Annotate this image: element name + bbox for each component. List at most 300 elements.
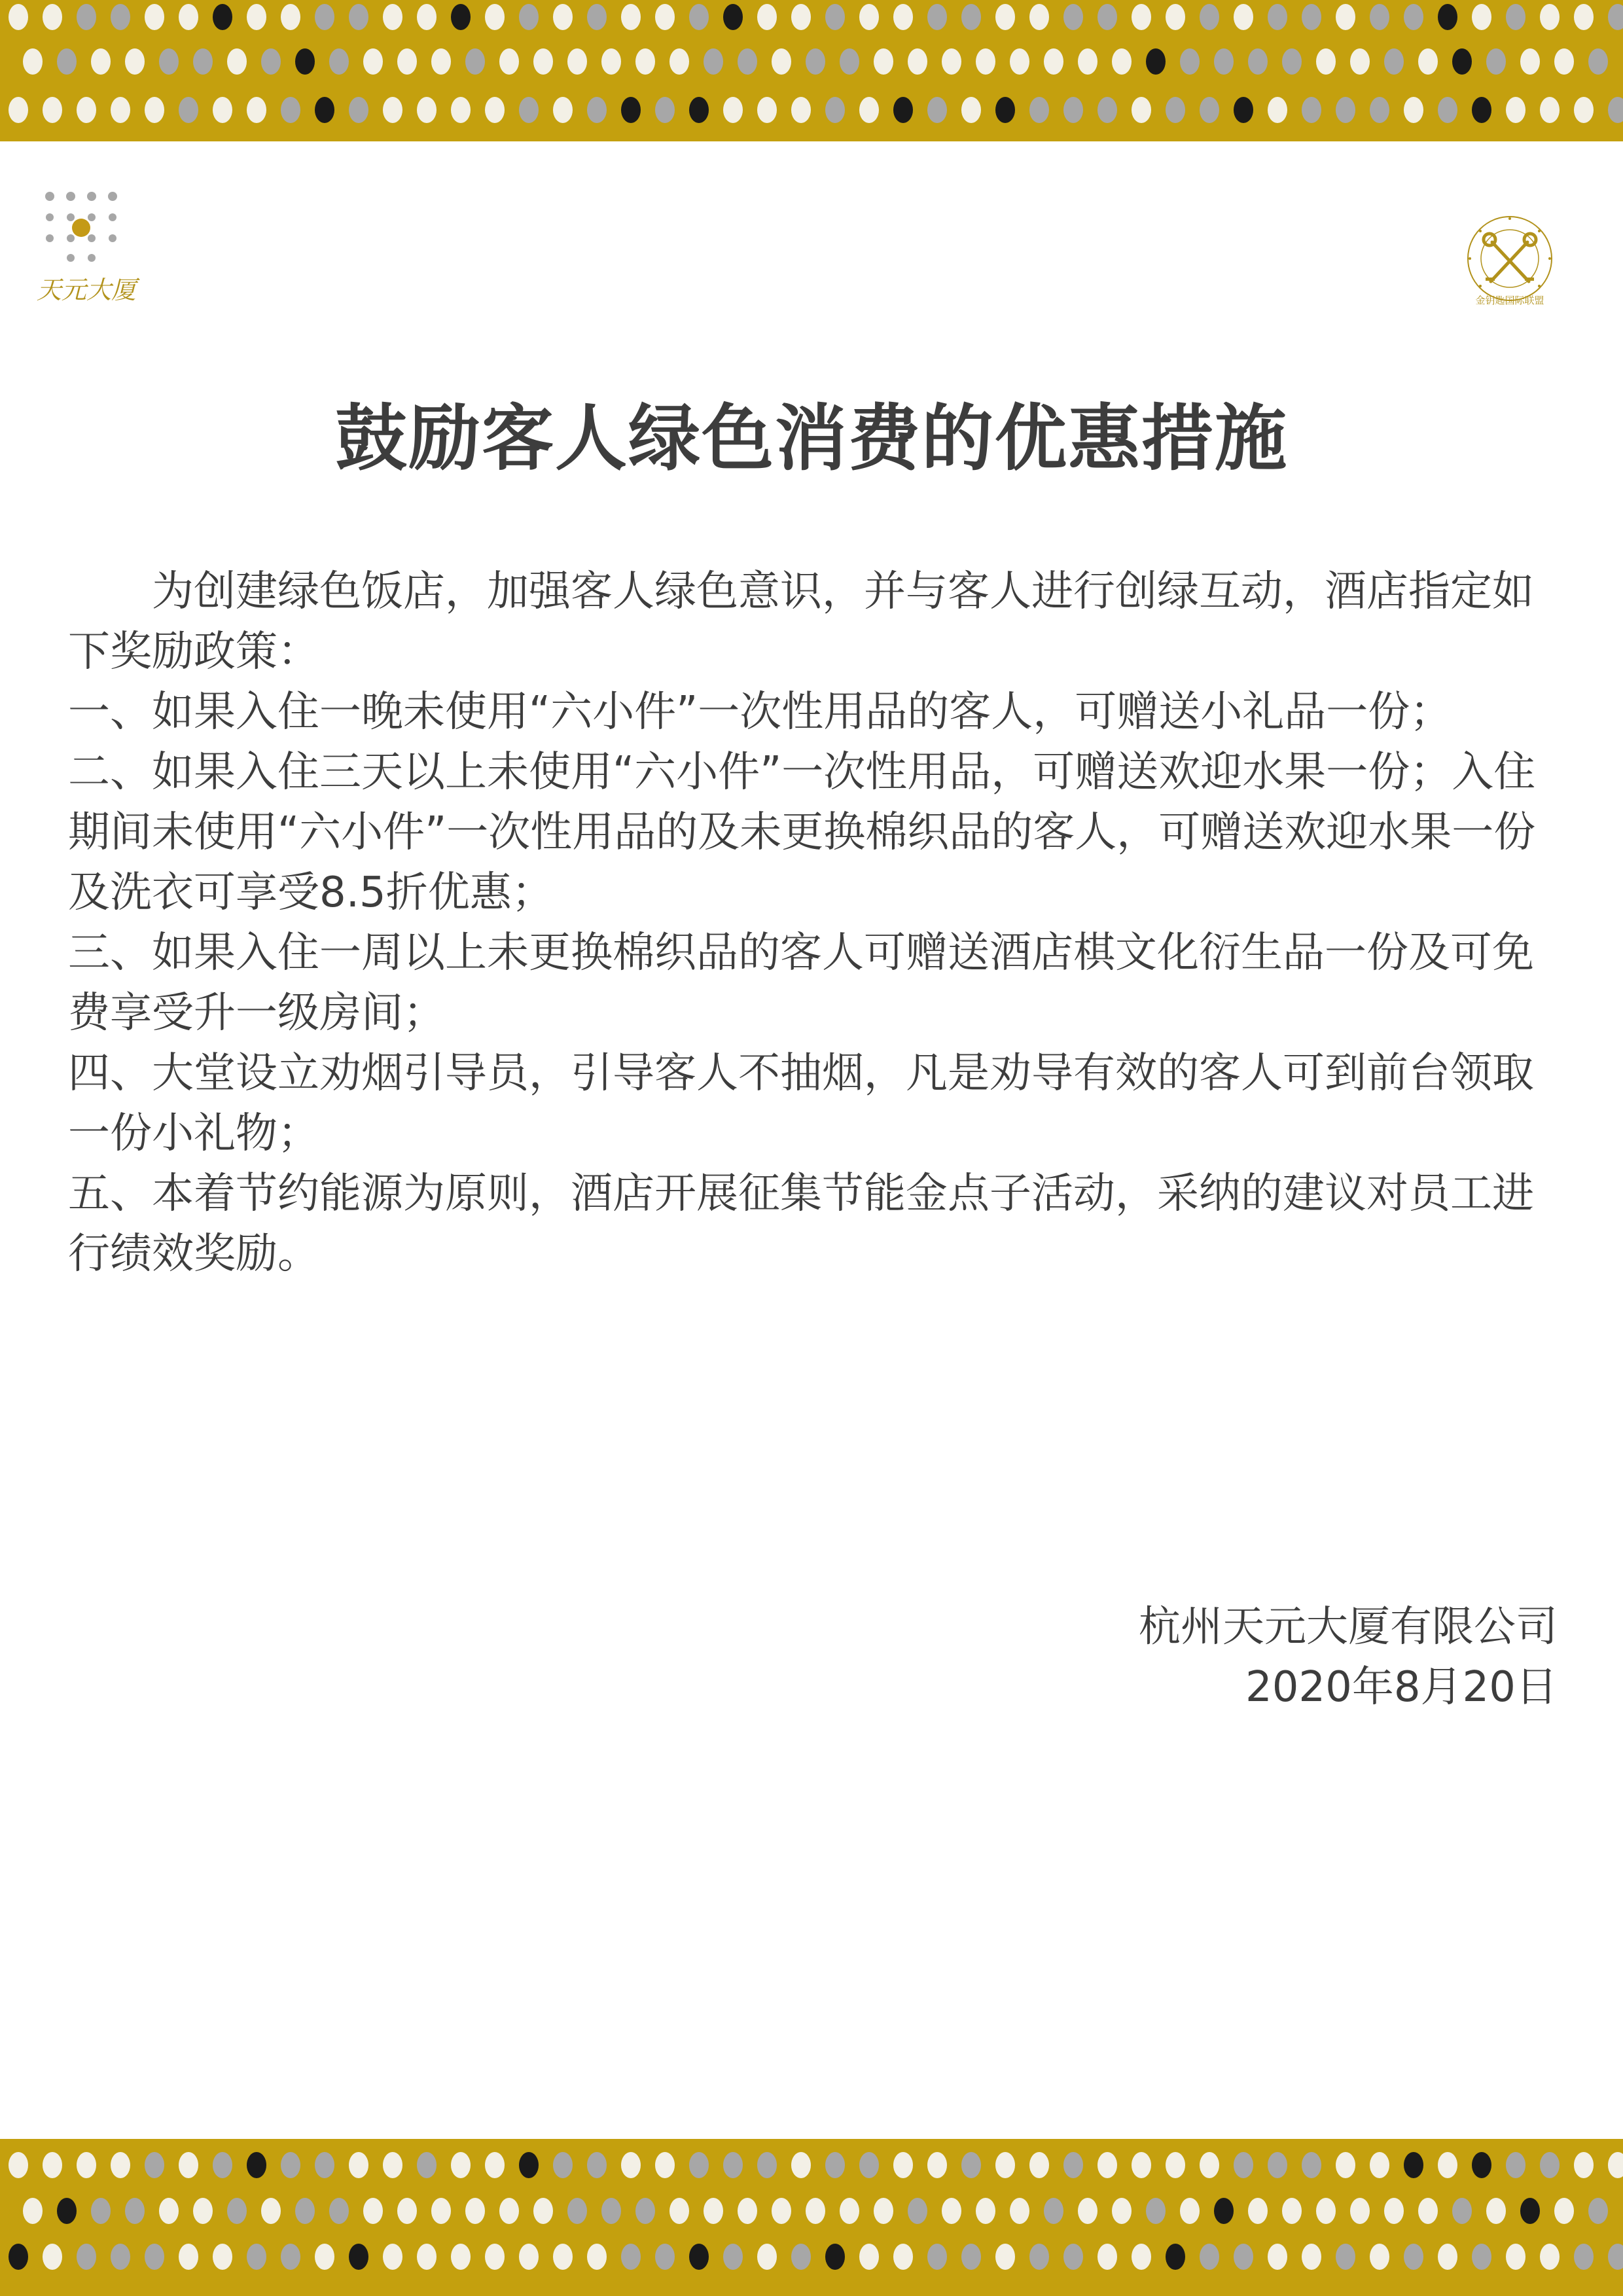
decorative-dot — [1350, 48, 1370, 75]
decorative-dot — [1486, 2198, 1506, 2224]
decorative-dot — [1268, 2152, 1287, 2178]
decorative-dot — [23, 2198, 43, 2224]
decorative-dot — [567, 2198, 587, 2224]
decorative-dot — [1166, 2152, 1185, 2178]
dot-grid-icon — [37, 185, 135, 270]
decorative-dot — [587, 4, 607, 30]
decorative-dot — [1063, 97, 1083, 123]
decorative-dot — [655, 97, 675, 123]
decorative-dot — [995, 2244, 1015, 2270]
decorative-dot — [1248, 48, 1268, 75]
decorative-dot — [1486, 48, 1506, 75]
decorative-dot — [315, 4, 334, 30]
decorative-dot — [1097, 97, 1117, 123]
decorative-dot — [1078, 2198, 1097, 2224]
decorative-dot — [1234, 4, 1253, 30]
decorative-dot — [1608, 2244, 1623, 2270]
decorative-dot — [1029, 4, 1049, 30]
decorative-dot — [111, 97, 130, 123]
decorative-dot — [417, 4, 437, 30]
decorative-dot — [859, 2244, 879, 2270]
decorative-dot — [125, 2198, 145, 2224]
decorative-dot — [1166, 4, 1185, 30]
decorative-dot — [1506, 97, 1525, 123]
decorative-dot — [567, 48, 587, 75]
decorative-dot — [261, 2198, 281, 2224]
decorative-dot — [1063, 4, 1083, 30]
top-dot-pattern — [0, 0, 1623, 141]
decorative-dot — [553, 2244, 573, 2270]
decorative-dot — [77, 4, 96, 30]
bottom-decorative-band — [0, 2139, 1623, 2296]
decorative-dot — [1472, 97, 1491, 123]
decorative-dot — [723, 97, 743, 123]
decorative-dot — [908, 48, 927, 75]
decorative-dot — [1234, 2152, 1253, 2178]
tianyuan-logo — [37, 185, 135, 309]
decorative-dot — [451, 2244, 471, 2270]
decorative-dot — [431, 2198, 451, 2224]
decorative-dot — [1044, 48, 1063, 75]
decorative-dot — [1370, 2152, 1389, 2178]
decorative-dot — [159, 2198, 179, 2224]
decorative-dot — [772, 2198, 791, 2224]
decorative-dot — [825, 2152, 845, 2178]
decorative-dot — [1438, 2152, 1457, 2178]
decorative-dot — [281, 4, 300, 30]
decorative-dot — [757, 2244, 777, 2270]
decorative-dot — [1336, 2244, 1355, 2270]
decorative-dot — [281, 2244, 300, 2270]
decorative-dot — [1146, 48, 1166, 75]
decorative-dot — [874, 48, 893, 75]
company-name: 杭州天元大厦有限公司 — [1139, 1603, 1558, 1651]
decorative-dot — [315, 2244, 334, 2270]
decorative-dot — [1302, 4, 1321, 30]
decorative-dot — [519, 97, 539, 123]
decorative-dot — [193, 48, 213, 75]
decorative-dot — [1438, 2244, 1457, 2270]
decorative-dot — [111, 4, 130, 30]
decorative-dot — [1010, 48, 1029, 75]
decorative-dot — [397, 2198, 417, 2224]
decorative-dot — [1472, 2244, 1491, 2270]
decorative-dot — [499, 48, 519, 75]
decorative-dot — [655, 4, 675, 30]
decorative-dot — [349, 97, 368, 123]
decorative-dot — [738, 2198, 757, 2224]
decorative-dot — [1540, 97, 1560, 123]
decorative-dot — [1384, 48, 1404, 75]
decorative-dot — [213, 97, 232, 123]
decorative-dot — [145, 97, 164, 123]
decorative-dot — [1180, 48, 1200, 75]
decorative-dot — [329, 48, 349, 75]
decorative-dot — [1044, 2198, 1063, 2224]
decorative-dot — [859, 4, 879, 30]
decorative-dot — [519, 2152, 539, 2178]
decorative-dot — [1078, 48, 1097, 75]
decorative-dot — [349, 2152, 368, 2178]
decorative-dot — [825, 2244, 845, 2270]
decorative-dot — [533, 48, 553, 75]
decorative-dot — [1574, 2152, 1594, 2178]
decorative-dot — [757, 97, 777, 123]
decorative-dot — [723, 2244, 743, 2270]
decorative-dot — [329, 2198, 349, 2224]
decorative-dot — [655, 2244, 675, 2270]
decorative-dot — [1112, 48, 1132, 75]
decorative-dot — [553, 97, 573, 123]
decorative-dot — [976, 2198, 995, 2224]
decorative-dot — [1200, 97, 1219, 123]
decorative-dot — [417, 97, 437, 123]
decorative-dot — [1010, 2198, 1029, 2224]
decorative-dot — [451, 4, 471, 30]
decorative-dot — [1029, 2244, 1049, 2270]
decorative-dot — [1132, 4, 1151, 30]
decorative-dot — [1336, 2152, 1355, 2178]
decorative-dot — [315, 2152, 334, 2178]
decorative-dot — [1097, 2244, 1117, 2270]
decorative-dot — [976, 48, 995, 75]
decorative-dot — [9, 2244, 28, 2270]
decorative-dot — [281, 97, 300, 123]
decorative-dot — [1404, 4, 1423, 30]
decorative-dot — [145, 2152, 164, 2178]
golden-key-caption: 金钥匙国际联盟 — [1475, 295, 1544, 306]
decorative-dot — [1166, 2244, 1185, 2270]
decorative-dot — [465, 2198, 485, 2224]
decorative-dot — [431, 48, 451, 75]
decorative-dot — [125, 48, 145, 75]
decorative-dot — [738, 48, 757, 75]
decorative-dot — [893, 2152, 913, 2178]
decorative-dot — [791, 97, 811, 123]
decorative-dot — [1452, 48, 1472, 75]
policy-item-3: 三、如果入住一周以上未更换棉织品的客人可赠送酒店棋文化衍生品一份及可免费享受升一级房间； — [68, 929, 1534, 1037]
decorative-dot — [859, 97, 879, 123]
decorative-dot — [227, 48, 247, 75]
decorative-dot — [621, 2244, 641, 2270]
decorative-dot — [57, 48, 77, 75]
decorative-dot — [893, 4, 913, 30]
decorative-dot — [145, 2244, 164, 2270]
decorative-dot — [587, 97, 607, 123]
decorative-dot — [1350, 2198, 1370, 2224]
decorative-dot — [77, 97, 96, 123]
decorative-dot — [43, 2152, 62, 2178]
decorative-dot — [961, 4, 981, 30]
decorative-dot — [43, 97, 62, 123]
decorative-dot — [587, 2152, 607, 2178]
decorative-dot — [1554, 48, 1574, 75]
decorative-dot — [927, 2244, 947, 2270]
decorative-dot — [465, 48, 485, 75]
signature-date: 2020年8月20日 — [1245, 1663, 1558, 1712]
decorative-dot — [1029, 2152, 1049, 2178]
decorative-dot — [1520, 2198, 1540, 2224]
decorative-dot — [1370, 2244, 1389, 2270]
decorative-dot — [485, 4, 505, 30]
decorative-dot — [689, 2244, 709, 2270]
decorative-dot — [1370, 4, 1389, 30]
decorative-dot — [145, 4, 164, 30]
decorative-dot — [621, 97, 641, 123]
decorative-dot — [1506, 2244, 1525, 2270]
decorative-dot — [704, 2198, 723, 2224]
decorative-dot — [1248, 2198, 1268, 2224]
decorative-dot — [213, 2152, 232, 2178]
decorative-dot — [43, 4, 62, 30]
decorative-dot — [791, 2152, 811, 2178]
decorative-dot — [1404, 97, 1423, 123]
decorative-dot — [397, 48, 417, 75]
decorative-dot — [1384, 2198, 1404, 2224]
decorative-dot — [363, 48, 383, 75]
decorative-dot — [1336, 97, 1355, 123]
decorative-dot — [772, 48, 791, 75]
decorative-dot — [995, 97, 1015, 123]
decorative-dot — [601, 2198, 621, 2224]
policy-item-1: 一、如果入住一晚未使用“六小件”一次性用品的客人，可赠送小礼品一份； — [68, 688, 1452, 736]
decorative-dot — [247, 4, 266, 30]
decorative-dot — [927, 97, 947, 123]
decorative-dot — [806, 48, 825, 75]
decorative-dot — [723, 4, 743, 30]
decorative-dot — [91, 2198, 111, 2224]
decorative-dot — [908, 2198, 927, 2224]
decorative-dot — [995, 4, 1015, 30]
decorative-dot — [417, 2244, 437, 2270]
decorative-dot — [635, 2198, 655, 2224]
decorative-dot — [1608, 4, 1623, 30]
decorative-dot — [1268, 4, 1287, 30]
decorative-dot — [1574, 97, 1594, 123]
decorative-dot — [485, 2244, 505, 2270]
policy-item-5: 五、本着节约能源为原则，酒店开展征集节能金点子活动，采纳的建议对员工进行绩效奖励。 — [68, 1170, 1534, 1278]
decorative-dot — [1234, 2244, 1253, 2270]
decorative-dot — [1404, 2152, 1423, 2178]
decorative-dot — [601, 48, 621, 75]
decorative-dot — [1316, 48, 1336, 75]
decorative-dot — [1438, 97, 1457, 123]
decorative-dot — [111, 2244, 130, 2270]
decorative-dot — [1302, 2152, 1321, 2178]
decorative-dot — [961, 97, 981, 123]
intro-paragraph: 为创建绿色饭店，加强客人绿色意识，并与客人进行创绿互动，酒店指定如下奖励政策： — [68, 567, 1534, 676]
decorative-dot — [1472, 4, 1491, 30]
decorative-dot — [247, 2152, 266, 2178]
decorative-dot — [635, 48, 655, 75]
decorative-dot — [57, 2198, 77, 2224]
decorative-dot — [1214, 2198, 1234, 2224]
decorative-dot — [213, 4, 232, 30]
decorative-dot — [363, 2198, 383, 2224]
decorative-dot — [689, 4, 709, 30]
decorative-dot — [942, 48, 961, 75]
decorative-dot — [840, 2198, 859, 2224]
decorative-dot — [553, 4, 573, 30]
decorative-dot — [942, 2198, 961, 2224]
decorative-dot — [1234, 97, 1253, 123]
decorative-dot — [961, 2152, 981, 2178]
decorative-dot — [621, 2152, 641, 2178]
decorative-dot — [9, 4, 28, 30]
decorative-dot — [533, 2198, 553, 2224]
decorative-dot — [1554, 2198, 1574, 2224]
decorative-dot — [43, 2244, 62, 2270]
decorative-dot — [451, 97, 471, 123]
decorative-dot — [91, 48, 111, 75]
decorative-dot — [1268, 97, 1287, 123]
decorative-dot — [295, 48, 315, 75]
page-title: 鼓励客人绿色消费的优惠措施 — [335, 396, 1288, 480]
decorative-dot — [825, 4, 845, 30]
decorative-dot — [1588, 2198, 1608, 2224]
decorative-dot — [1200, 2244, 1219, 2270]
decorative-dot — [1200, 2152, 1219, 2178]
decorative-dot — [295, 2198, 315, 2224]
decorative-dot — [1472, 2152, 1491, 2178]
decorative-dot — [757, 2152, 777, 2178]
decorative-dot — [349, 4, 368, 30]
decorative-dot — [1574, 4, 1594, 30]
decorative-dot — [1574, 2244, 1594, 2270]
decorative-dot — [247, 97, 266, 123]
decorative-dot — [451, 2152, 471, 2178]
decorative-dot — [315, 97, 334, 123]
decorative-dot — [1146, 2198, 1166, 2224]
decorative-dot — [859, 2152, 879, 2178]
logo-wordmark: 天元大厦 — [37, 276, 137, 304]
decorative-dot — [281, 2152, 300, 2178]
decorative-dot — [553, 2152, 573, 2178]
decorative-dot — [9, 2152, 28, 2178]
decorative-dot — [247, 2244, 266, 2270]
decorative-dot — [383, 4, 402, 30]
decorative-dot — [723, 2152, 743, 2178]
decorative-dot — [179, 2244, 198, 2270]
decorative-dot — [1132, 97, 1151, 123]
decorative-dot — [757, 4, 777, 30]
decorative-dot — [1418, 48, 1438, 75]
decorative-dot — [1506, 4, 1525, 30]
decorative-dot — [179, 4, 198, 30]
decorative-dot — [1063, 2152, 1083, 2178]
decorative-dot — [349, 2244, 368, 2270]
decorative-dot — [111, 2152, 130, 2178]
decorative-dot — [9, 97, 28, 123]
decorative-dot — [1268, 2244, 1287, 2270]
decorative-dot — [689, 97, 709, 123]
decorative-dot — [621, 4, 641, 30]
decorative-dot — [23, 48, 43, 75]
decorative-dot — [193, 2198, 213, 2224]
decorative-dot — [669, 2198, 689, 2224]
decorative-dot — [995, 2152, 1015, 2178]
decorative-dot — [927, 2152, 947, 2178]
decorative-dot — [806, 2198, 825, 2224]
decorative-dot — [1302, 2244, 1321, 2270]
decorative-dot — [1302, 97, 1321, 123]
decorative-dot — [383, 97, 402, 123]
decorative-dot — [1097, 2152, 1117, 2178]
decorative-dot — [893, 97, 913, 123]
decorative-dot — [519, 2244, 539, 2270]
decorative-dot — [689, 2152, 709, 2178]
decorative-dot — [655, 2152, 675, 2178]
decorative-dot — [1370, 97, 1389, 123]
decorative-dot — [1132, 2244, 1151, 2270]
decorative-dot — [1063, 2244, 1083, 2270]
decorative-dot — [1132, 2152, 1151, 2178]
decorative-dot — [1112, 2198, 1132, 2224]
decorative-dot — [1418, 2198, 1438, 2224]
decorative-dot — [1166, 97, 1185, 123]
decorative-dot — [791, 2244, 811, 2270]
decorative-dot — [77, 2152, 96, 2178]
decorative-dot — [485, 97, 505, 123]
decorative-dot — [417, 2152, 437, 2178]
decorative-dot — [77, 2244, 96, 2270]
decorative-dot — [1282, 48, 1302, 75]
decorative-dot — [1180, 2198, 1200, 2224]
decorative-dot — [1452, 2198, 1472, 2224]
decorative-dot — [1588, 48, 1608, 75]
decorative-dot — [1404, 2244, 1423, 2270]
decorative-dot — [961, 2244, 981, 2270]
decorative-dot — [1540, 2244, 1560, 2270]
decorative-dot — [1214, 48, 1234, 75]
decorative-dot — [825, 97, 845, 123]
policy-body — [68, 562, 1573, 1284]
decorative-dot — [1316, 2198, 1336, 2224]
decorative-dot — [1608, 2152, 1623, 2178]
decorative-dot — [485, 2152, 505, 2178]
decorative-dot — [1336, 4, 1355, 30]
bottom-dot-pattern — [0, 2139, 1623, 2296]
decorative-dot — [1540, 2152, 1560, 2178]
decorative-dot — [1608, 97, 1623, 123]
decorative-dot — [669, 48, 689, 75]
decorative-dot — [1506, 2152, 1525, 2178]
decorative-dot — [1097, 4, 1117, 30]
decorative-dot — [179, 97, 198, 123]
signature-block — [851, 1597, 1558, 1717]
decorative-dot — [927, 4, 947, 30]
policy-item-4: 四、大堂设立劝烟引导员，引导客人不抽烟，凡是劝导有效的客人可到前台领取一份小礼物； — [68, 1049, 1534, 1158]
decorative-dot — [1540, 4, 1560, 30]
decorative-dot — [840, 48, 859, 75]
decorative-dot — [1438, 4, 1457, 30]
decorative-dot — [213, 2244, 232, 2270]
decorative-dot — [159, 48, 179, 75]
decorative-dot — [1520, 48, 1540, 75]
decorative-dot — [893, 2244, 913, 2270]
decorative-dot — [587, 2244, 607, 2270]
decorative-dot — [383, 2244, 402, 2270]
decorative-dot — [1282, 2198, 1302, 2224]
decorative-dot — [791, 4, 811, 30]
top-decorative-band — [0, 0, 1623, 141]
decorative-dot — [227, 2198, 247, 2224]
decorative-dot — [1200, 4, 1219, 30]
decorative-dot — [179, 2152, 198, 2178]
decorative-dot — [383, 2152, 402, 2178]
decorative-dot — [519, 4, 539, 30]
decorative-dot — [874, 2198, 893, 2224]
